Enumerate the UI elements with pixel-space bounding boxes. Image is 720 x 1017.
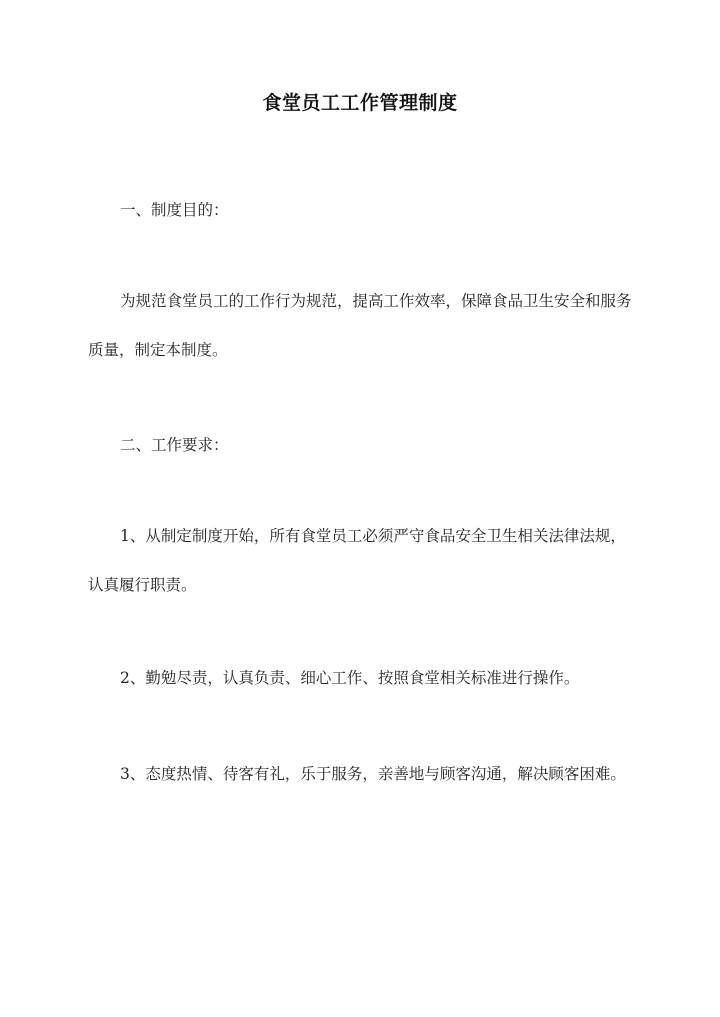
requirement-item-1: 1、从制定制度开始，所有食堂员工必须严守食品安全卫生相关法律法规，认真履行职责。 — [88, 527, 626, 594]
requirement-item-3: 3、态度热情、待客有礼，乐于服务，亲善地与顾客沟通，解决顾客困难。 — [120, 765, 626, 783]
requirement-item-2: 2、勤勉尽责，认真负责、细心工作、按照食堂相关标准进行操作。 — [120, 669, 580, 687]
document-title: 食堂员工工作管理制度 — [262, 92, 458, 114]
section-heading-requirements: 二、工作要求： — [120, 436, 229, 454]
section-heading-purpose: 一、制度目的： — [120, 201, 229, 219]
paragraph-purpose: 为规范食堂员工的工作行为规范，提高工作效率，保障食品卫生安全和服务质量，制定本制度。 — [88, 292, 632, 359]
